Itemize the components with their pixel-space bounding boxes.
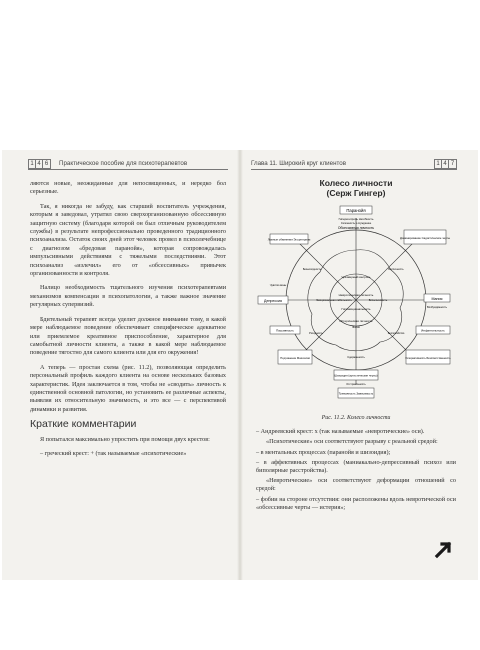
wheel-note: Отстранённость (346, 383, 366, 386)
figure-title-line: Колесо личности (319, 178, 393, 188)
paragraph: А теперь — простая схема (рис. 11.2), позволяющая определить персональный профиль каждого клиента на основе нескольких базовых характеристик. Идея заключается в том, чтобы не «сводить» личность к единственной основной патологии, но установить ее различные аспекты, выявляя их относительную значимость, и это все — с перспективой динамики и развития. (30, 363, 226, 413)
left-header-title: Практическое пособие для психотерапевтов (59, 160, 188, 167)
page-digit: 1 (435, 160, 442, 168)
wheel-note: Безысходность (302, 268, 322, 271)
wheel-note: Сдержанность (347, 356, 365, 359)
paragraph: Налицо необходимость тщательного изучения психотерапевтами механизмов компенсации в психопатологии, а также важное значение регулярных супервизий. (30, 284, 226, 309)
wheel-label: Паранойя (346, 208, 366, 213)
wheel-diagram (256, 200, 456, 400)
wheel-note: Обсессивная личность (337, 226, 375, 230)
wheel-label: Шизоидия (аутистические черты) (334, 373, 378, 378)
book-gutter (237, 150, 243, 580)
figure-caption: Рис. 11.2. Колесо личности (321, 415, 391, 421)
paragraph: ляются новые, неожиданные для непосвященных, и нередко бол серьезные. (30, 180, 226, 196)
paragraph: «Невротические» оси соответствуют деформации отношений со средой: (256, 477, 456, 493)
wheel-label: Подчинение Мазохизм (280, 356, 310, 360)
page-digit: 4 (36, 160, 43, 168)
section-heading: Краткие комментарии (30, 418, 137, 431)
wheel-label: Мания (431, 297, 443, 301)
wheel-note: Беспечность (388, 268, 404, 271)
paragraph: – греческий крест: + (так называемые «психотические» (40, 449, 187, 457)
wheel-note: Эмоциональная лабильность (316, 299, 352, 302)
wheel-label: Тревожность Зависимость (338, 391, 374, 396)
wheel-note: Чрезмерный контроль (341, 275, 371, 279)
right-page-body (256, 178, 456, 514)
wheel-label: Ложные обвинения Эгоцентризм (267, 237, 311, 242)
left-page-body (30, 180, 226, 464)
paragraph: – в аффективных процессах (маниакально-депрессивный психоз или биполярные расстройства). (256, 458, 456, 475)
page-digit: 4 (442, 160, 449, 168)
arrow-icon[interactable] (433, 538, 455, 560)
right-page-number (434, 159, 457, 169)
paragraph: – фобии на стороне отсутствия: они расположены вдоль невротической оси «обсессивные черты — истерия»; (256, 495, 456, 511)
paragraph: – в ментальных процессах (паранойя и шизоидия); (256, 448, 391, 456)
wheel-note: Гиперконтроль Негибкость (338, 217, 374, 221)
right-running-header (251, 158, 457, 170)
right-header-title: Глава 11. Широкий круг клиентов (251, 160, 346, 167)
wheel-label: Инфантильность (421, 328, 445, 333)
wheel-label: Гиперактивность Безответственность (405, 357, 451, 360)
left-page-number (28, 159, 51, 169)
paragraph: Я попытался максимально упростить при помощи двух крестов: (40, 435, 210, 443)
personality-wheel-figure (256, 178, 456, 410)
wheel-note: Ригидность (309, 332, 323, 335)
wheel-note: Истерическая личность (339, 319, 373, 323)
wheel-note: Возбуждённость (427, 306, 447, 309)
figure-title (256, 178, 456, 198)
wheel-label: Депрессия (264, 299, 282, 303)
wheel-label: Доминирование Садистические черты (399, 236, 451, 240)
paragraph: Так, я никогда не забуду, как старший воспитатель учреждения, которым я заведовал, утратил свою сверхорганизованную обсессивную защитную систему (благодаря которой он был отличным руководителем службы) в результате непрофессионально проведенного традиционного психоанализа. Остаток своих дней этот человек провел в психолечебнице с диагнозом «бредовая паранойя», которая сопровождалась импульсивными действиями с тяжелыми последствиями. Этот психоанализ «излечил» его от «обсессивных» привычек организованности и контроля. (30, 202, 226, 278)
wheel-note: Беспокойство (387, 332, 405, 335)
wheel-label: Пассивность (276, 328, 294, 333)
paragraph: «Психотические» оси соответствуют разрыву с реальной средой: (266, 438, 438, 446)
wheel-note: Гипоэмоциональность (341, 307, 371, 311)
paragraph: – Андреевский крест: х (так называемые «невротические» оси). (256, 428, 425, 436)
page-digit: 1 (29, 160, 36, 168)
page-digit: 6 (44, 160, 49, 167)
wheel-note: Невротическая личность (338, 293, 374, 297)
paragraph: Бдительный терапевт всегда уделит должное внимание тому, в какой мере наблюдаемое поведение обеспечивает специфическое адекватное или приемлемое креативное приспособление, характерное для самобытной личности клиента, а также в какой мере наблюдаемое поведение тягостно для самого клиента или для его окружения! (30, 315, 226, 357)
wheel-note: Чувство вины (269, 284, 287, 287)
wheel-note: Склонность к осуждению (340, 222, 372, 225)
left-running-header (28, 158, 228, 170)
wheel-note: Фобии (352, 326, 360, 329)
page-digit: 7 (450, 160, 455, 167)
figure-subtitle-line: (Серж Гингер) (326, 188, 386, 198)
wheel-note: Вспыльчивость (368, 299, 388, 302)
